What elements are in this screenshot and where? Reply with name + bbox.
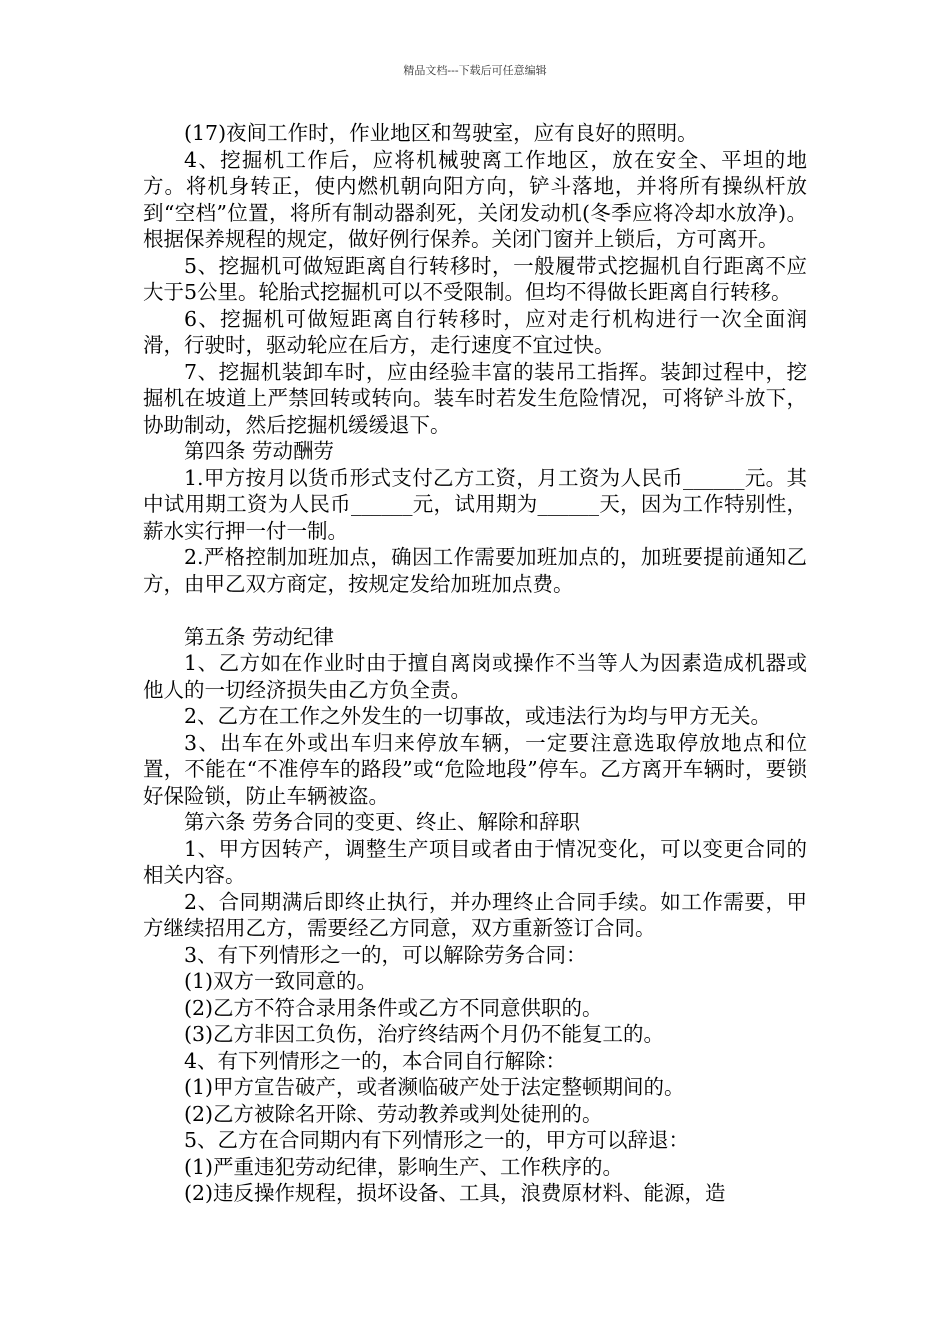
list-item: (1)甲方宣告破产，或者濒临破产处于法定整顿期间的。 <box>184 1075 685 1099</box>
paragraph-after-work: 4、挖掘机工作后，应将机械驶离工作地区，放在安全、平坦的地方。将机身转正，使内燃机朝向阳方向，铲斗落地，并将所有操纵杆放到“空档”位置，将所有制动器刹死，关闭发动机(冬季应将冷却水放净)。根据保养规程的规定，做好例行保养。关闭门窗并上锁后，方可离开。 <box>143 147 807 251</box>
list-item: (2)违反操作规程，损坏设备、工具，浪费原材料、能源，造 <box>184 1181 726 1205</box>
section-heading-article-4: 第四条 劳动酬劳 <box>184 439 335 463</box>
paragraph-discipline-1: 1、乙方如在作业时由于擅自离岗或操作不当等人为因素造成机器或他人的一切经济损失由乙方负全责。 <box>143 651 807 702</box>
list-item: (2)乙方被除名开除、劳动教养或判处徒刑的。 <box>184 1101 603 1126</box>
list-item: (2)乙方不符合录用条件或乙方不同意供职的。 <box>184 995 603 1020</box>
paragraph-dismissal: 5、乙方在合同期内有下列情形之一的，甲方可以辞退： <box>184 1128 690 1152</box>
paragraph-lubrication: 6、挖掘机可做短距离自行转移时，应对走行机构进行一次全面润滑，行驶时，驱动轮应在后方，走行速度不宜过快。 <box>143 306 807 357</box>
section-heading-article-6: 第六条 劳务合同的变更、终止、解除和辞职 <box>184 810 581 834</box>
paragraph-termination-conditions: 3、有下列情形之一的，可以解除劳务合同： <box>184 942 587 967</box>
paragraph-contract-expiry: 2、合同期满后即终止执行，并办理终止合同手续。如工作需要，甲方继续招用乙方，需要经乙方同意，双方重新签订合同。 <box>143 889 807 940</box>
page-header: 精品文档---下载后可任意编辑 <box>403 64 547 77</box>
paragraph-loading: 7、挖掘机装卸车时，应由经验丰富的装吊工指挥。装卸过程中，挖掘机在坡道上严禁回转或转向。装车时若发生危险情况，可将铲斗放下，协助制动，然后挖掘机缓缓退下。 <box>143 359 807 437</box>
document-body <box>143 120 807 1207</box>
list-item: (1)双方一致同意的。 <box>184 969 378 993</box>
list-item: (3)乙方非因工负伤，治疗终结两个月仍不能复工的。 <box>184 1022 665 1046</box>
paragraph-wages: 1.甲方按月以货币形式支付乙方工资，月工资为人民币______元。其中试用期工资为人民币______元，试用期为______天，因为工作特别性，薪水实行押一付一制。 <box>143 465 807 543</box>
paragraph-night-lighting: (17)夜间工作时，作业地区和驾驶室，应有良好的照明。 <box>184 121 698 145</box>
paragraph-discipline-2: 2、乙方在工作之外发生的一切事故，或违法行为均与甲方无关。 <box>184 704 772 728</box>
paragraph-auto-termination: 4、有下列情形之一的，本合同自行解除： <box>184 1048 567 1073</box>
paragraph-short-transfer: 5、挖掘机可做短距离自行转移时，一般履带式挖掘机自行距离不应大于5公里。轮胎式挖掘机可以不受限制。但均不得做长距离自行转移。 <box>143 253 807 304</box>
list-item: (1)严重违犯劳动纪律，影响生产、工作秩序的。 <box>184 1154 624 1179</box>
paragraph-overtime: 2.严格控制加班加点，确因工作需要加班加点的，加班要提前通知乙方，由甲乙双方商定，按规定发给加班加点费。 <box>143 545 807 596</box>
blank-line <box>143 597 807 624</box>
paragraph-contract-change: 1、甲方因转产，调整生产项目或者由于情况变化，可以变更合同的相关内容。 <box>143 836 807 887</box>
section-heading-article-5: 第五条 劳动纪律 <box>184 624 335 649</box>
paragraph-discipline-3: 3、出车在外或出车归来停放车辆，一定要注意选取停放地点和位置，不能在“不准停车的路段”或“危险地段”停车。乙方离开车辆时，要锁好保险锁，防止车辆被盗。 <box>143 730 807 808</box>
